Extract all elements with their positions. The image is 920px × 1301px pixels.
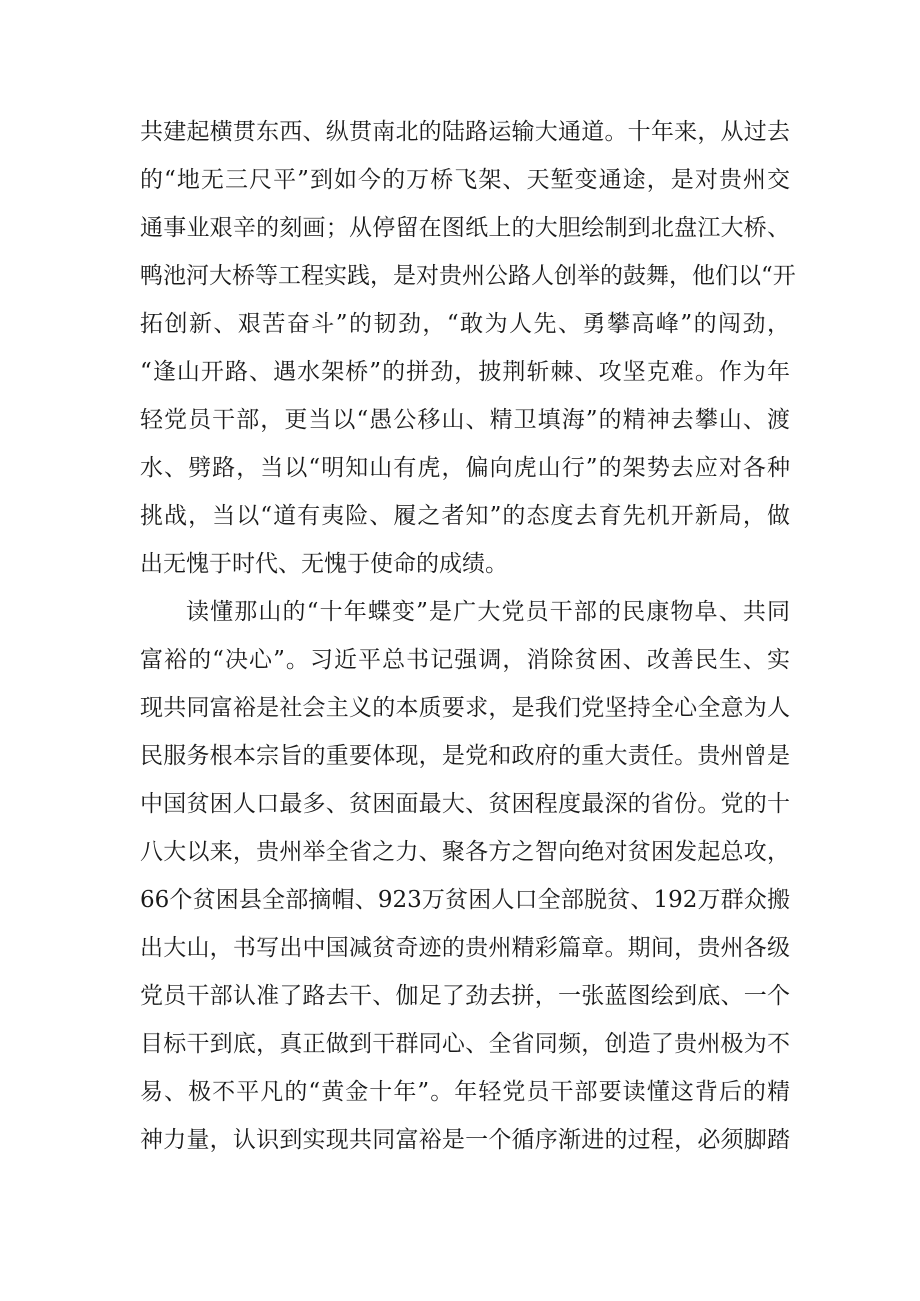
text-line: 鸭池河大桥等工程实践，是对贵州公路人创举的鼓舞，他们以“开 bbox=[140, 263, 796, 289]
text-line: 中国贫困人口最多、贫困面最大、贫困程度最深的省份。党的十 bbox=[140, 791, 790, 817]
text-line: 共建起横贯东西、纵贯南北的陆路运输大通道。十年来，从过去 bbox=[140, 119, 790, 145]
text-line: 拓创新、艰苦奋斗”的韧劲，“敢为人先、勇攀高峰”的闯劲， bbox=[140, 311, 790, 337]
text-line: 66个贫困县全部摘帽、923万贫困人口全部脱贫、192万群众搬 bbox=[140, 887, 790, 913]
paragraph-1 bbox=[140, 108, 796, 588]
document-body bbox=[140, 108, 796, 1164]
text-line: 出无愧于时代、无愧于使命的成绩。 bbox=[140, 551, 508, 577]
text-line: 通事业艰辛的刻画；从停留在图纸上的大胆绘制到北盘江大桥、 bbox=[140, 215, 790, 241]
text-line: 读懂那山的“十年蝶变”是广大党员干部的民康物阜、共同 bbox=[186, 599, 790, 625]
text-line: 轻党员干部，更当以“愚公移山、精卫填海”的精神去攀山、渡 bbox=[140, 407, 790, 433]
text-line: 富裕的“决心”。习近平总书记强调，消除贫困、改善民生、实 bbox=[140, 647, 790, 673]
text-line: 党员干部认准了路去干、伽足了劲去拼，一张蓝图绘到底、一个 bbox=[140, 983, 790, 1009]
text-line: 的“地无三尺平”到如今的万桥飞架、天堑变通途，是对贵州交 bbox=[140, 167, 790, 193]
text-line: “逢山开路、遇水架桥”的拼劲，披荆斩棘、攻坚克难。作为年 bbox=[140, 359, 790, 385]
text-line: 出大山，书写出中国减贫奇迹的贵州精彩篇章。期间，贵州各级 bbox=[140, 935, 790, 961]
text-line: 水、劈路，当以“明知山有虎，偏向虎山行”的架势去应对各种 bbox=[140, 455, 790, 481]
text-line: 目标干到底，真正做到干群同心、全省同频，创造了贵州极为不 bbox=[140, 1031, 790, 1057]
text-line: 八大以来，贵州举全省之力、聚各方之智向绝对贫困发起总攻， bbox=[140, 839, 790, 865]
text-line: 神力量，认识到实现共同富裕是一个循序渐进的过程，必须脚踏 bbox=[140, 1127, 790, 1153]
text-line: 易、极不平凡的“黄金十年”。年轻党员干部要读懂这背后的精 bbox=[140, 1079, 790, 1105]
text-line: 现共同富裕是社会主义的本质要求，是我们党坚持全心全意为人 bbox=[140, 695, 790, 721]
text-line: 民服务根本宗旨的重要体现，是党和政府的重大责任。贵州曾是 bbox=[140, 743, 790, 769]
paragraph-2 bbox=[140, 588, 790, 1164]
text-line: 挑战，当以“道有夷险、履之者知”的态度去育先机开新局，做 bbox=[140, 503, 790, 529]
